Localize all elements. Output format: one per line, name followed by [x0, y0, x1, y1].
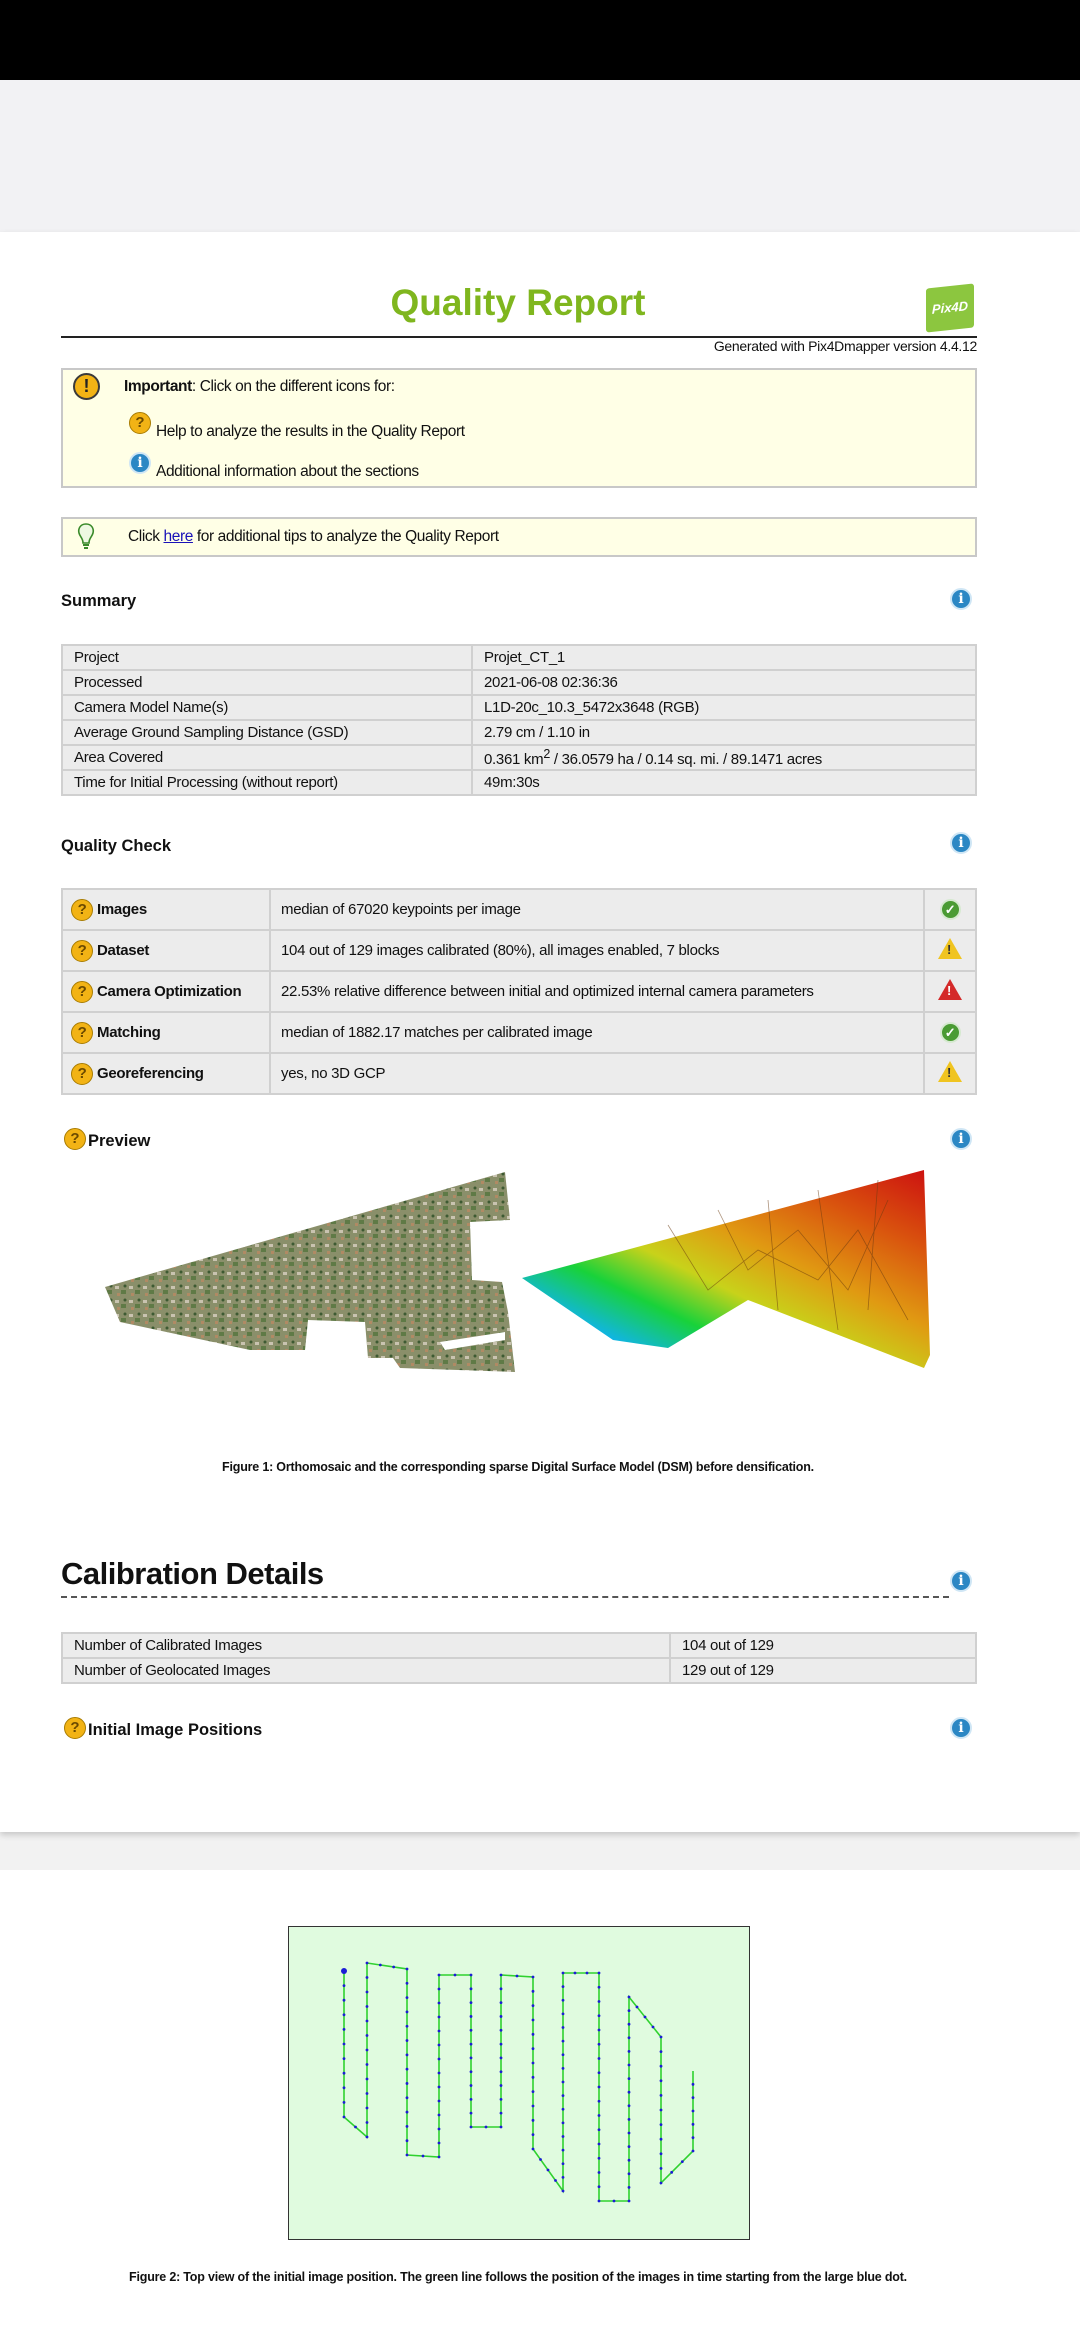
image-position-dot	[598, 1972, 601, 1975]
image-position-dot	[660, 2182, 663, 2185]
summary-label: Area Covered	[62, 745, 472, 770]
quality-check-name: Camera Optimization	[97, 982, 242, 1000]
image-position-dot	[406, 2154, 409, 2157]
image-position-dot	[660, 2079, 663, 2082]
summary-label: Processed	[62, 670, 472, 695]
quality-check-item	[62, 971, 270, 1012]
preview-info-icon[interactable]: i	[950, 1128, 972, 1150]
quality-check-name: Matching	[97, 1023, 161, 1041]
image-position-dot	[554, 2179, 557, 2182]
image-position-dot	[500, 2057, 503, 2060]
image-position-dot	[598, 2057, 601, 2060]
image-position-dot	[379, 1964, 382, 1967]
image-position-dot	[562, 2121, 565, 2124]
image-position-dot	[438, 2016, 441, 2019]
logo-text: Pix4D	[931, 298, 969, 317]
quality-check-row	[62, 930, 976, 971]
image-position-dot	[692, 2136, 695, 2139]
report-page-2	[0, 1870, 1080, 2340]
image-position-dot	[406, 2125, 409, 2128]
report-page-1	[0, 232, 1080, 1832]
info-icon[interactable]: i	[129, 452, 151, 474]
image-position-dot	[628, 2064, 631, 2067]
image-position-dot	[406, 1968, 409, 1971]
tip-text	[128, 528, 499, 546]
image-position-dot	[660, 2036, 663, 2039]
image-position-dot	[660, 2167, 663, 2170]
image-position-dot	[438, 2044, 441, 2047]
image-position-dot	[532, 2148, 535, 2151]
image-position-dot	[406, 2082, 409, 2085]
image-position-dot	[438, 2058, 441, 2061]
image-position-dot	[562, 2012, 565, 2015]
image-position-dot	[562, 2149, 565, 2152]
summary-table	[61, 644, 977, 796]
image-position-dot	[598, 2157, 601, 2160]
image-position-dot	[586, 1972, 589, 1975]
help-icon[interactable]: ?	[129, 412, 151, 434]
summary-info-icon[interactable]: i	[950, 588, 972, 610]
image-position-dot	[562, 2176, 565, 2179]
image-position-dot	[628, 2036, 631, 2039]
calibration-row	[62, 1633, 976, 1658]
summary-label: Average Ground Sampling Distance (GSD)	[62, 720, 472, 745]
important-text: : Click on the different icons for:	[191, 378, 395, 395]
image-position-dot	[532, 2033, 535, 2036]
image-position-dot	[562, 2162, 565, 2165]
system-status-bar	[0, 0, 1080, 80]
image-position-dot	[406, 2068, 409, 2071]
calibration-divider	[61, 1596, 949, 1598]
image-position-dot	[500, 2112, 503, 2115]
calibration-label: Number of Calibrated Images	[62, 1633, 670, 1658]
help-icon[interactable]: ?	[71, 981, 93, 1003]
preview-help-icon[interactable]: ?	[64, 1128, 86, 1150]
error-icon: !	[938, 979, 962, 1000]
help-icon[interactable]: ?	[71, 899, 93, 921]
image-position-dot	[343, 1999, 346, 2002]
image-position-dot	[532, 2105, 535, 2108]
image-position-dot	[366, 2078, 369, 2081]
image-position-dot	[574, 1972, 577, 1975]
image-position-dot	[406, 1982, 409, 1985]
image-position-dot	[644, 2016, 647, 2019]
image-position-dot	[422, 2155, 425, 2158]
sparse-dsm-image	[518, 1170, 930, 1370]
image-position-dot	[562, 2094, 565, 2097]
image-position-dot	[628, 2200, 631, 2203]
report-title: Quality Report	[390, 282, 646, 323]
quality-check-item	[62, 889, 270, 930]
image-position-dot	[636, 2006, 639, 2009]
image-position-dot	[532, 2047, 535, 2050]
image-position-dot	[366, 2020, 369, 2023]
image-position-dot	[470, 2084, 473, 2087]
quality-check-description: 104 out of 129 images calibrated (80%), all images enabled, 7 blocks	[270, 930, 924, 971]
quality-check-table	[61, 888, 977, 1095]
summary-value: 49m:30s	[472, 770, 976, 795]
image-position-dot	[500, 2001, 503, 2004]
help-description: Help to analyze the results in the Quality Report	[156, 423, 465, 440]
quality-check-item	[62, 930, 270, 971]
image-position-dot	[343, 2043, 346, 2046]
image-position-dot	[366, 2107, 369, 2110]
flight-path-line	[344, 1963, 693, 2201]
image-position-dot	[660, 2050, 663, 2053]
tip-after: for additional tips to analyze the Quality Report	[192, 528, 499, 545]
orthomosaic-image	[100, 1172, 530, 1372]
summary-row	[62, 770, 976, 795]
quality-check-description: yes, no 3D GCP	[270, 1053, 924, 1094]
summary-row	[62, 645, 976, 670]
quality-check-row	[62, 971, 976, 1012]
image-position-dot	[628, 2186, 631, 2189]
image-position-dot	[532, 1976, 535, 1979]
image-position-dot	[628, 2145, 631, 2148]
help-icon[interactable]: ?	[71, 1063, 93, 1085]
image-position-dot	[470, 2112, 473, 2115]
image-position-dot	[366, 2049, 369, 2052]
image-position-dot	[470, 1987, 473, 1990]
summary-label: Project	[62, 645, 472, 670]
image-position-dot	[670, 2171, 673, 2174]
image-position-dot	[500, 2084, 503, 2087]
summary-label: Time for Initial Processing (without report)	[62, 770, 472, 795]
image-position-dot	[366, 2121, 369, 2124]
quality-check-status	[924, 930, 976, 971]
image-position-dot	[628, 2132, 631, 2135]
quality-check-status	[924, 889, 976, 930]
summary-value: 2021-06-08 02:36:36	[472, 670, 976, 695]
initial-positions-help-icon[interactable]: ?	[64, 1717, 86, 1739]
image-position-dot	[438, 2156, 441, 2159]
image-position-dot	[532, 1990, 535, 1993]
important-note-box	[61, 368, 977, 488]
important-note-text	[124, 378, 395, 396]
calibration-info-icon[interactable]: i	[950, 1570, 972, 1592]
quality-check-row	[62, 889, 976, 930]
quality-check-row	[62, 1053, 976, 1094]
image-position-dot	[406, 2111, 409, 2114]
image-position-dot	[470, 2070, 473, 2073]
image-position-dot	[366, 2005, 369, 2008]
summary-value	[472, 745, 976, 770]
help-icon[interactable]: ?	[71, 940, 93, 962]
summary-value: 2.79 cm / 1.10 in	[472, 720, 976, 745]
initial-positions-heading: Initial Image Positions	[88, 1721, 263, 1739]
image-position-dot	[547, 2169, 550, 2172]
image-position-dot	[500, 2029, 503, 2032]
image-position-dot	[562, 1999, 565, 2002]
image-position-dot	[343, 2072, 346, 2075]
image-position-dot	[692, 2096, 695, 2099]
image-position-dot	[470, 2126, 473, 2129]
image-position-dot	[366, 2034, 369, 2037]
image-position-dot	[470, 2029, 473, 2032]
summary-value: L1D-20c_10.3_5472x3648 (RGB)	[472, 695, 976, 720]
image-position-dot	[454, 1974, 457, 1977]
image-position-dot	[532, 2119, 535, 2122]
image-position-dot	[500, 1987, 503, 1990]
image-position-dot	[598, 2128, 601, 2131]
image-position-dot	[406, 2053, 409, 2056]
image-position-dot	[366, 2063, 369, 2066]
image-position-dot	[343, 2086, 346, 2089]
area-unit-exponent: 2	[543, 747, 550, 761]
pix4d-logo	[926, 283, 974, 332]
quality-check-name: Images	[97, 900, 147, 918]
image-position-dot	[354, 2126, 357, 2129]
image-position-dot	[562, 2135, 565, 2138]
image-position-dot	[470, 1974, 473, 1977]
viewer-header-area	[0, 80, 1080, 232]
summary-row	[62, 745, 976, 770]
tip-before: Click	[128, 528, 164, 545]
image-position-dot	[532, 2133, 535, 2136]
image-position-dot	[598, 2114, 601, 2117]
image-position-dot	[660, 2152, 663, 2155]
preview-heading: Preview	[88, 1132, 151, 1150]
summary-row	[62, 670, 976, 695]
image-position-dot	[628, 2172, 631, 2175]
image-position-dot	[406, 2096, 409, 2099]
image-position-dot	[562, 2108, 565, 2111]
area-value: 0.361 km	[484, 751, 544, 768]
image-position-dot	[438, 2030, 441, 2033]
warning-icon: !	[938, 1061, 962, 1082]
image-position-dot	[366, 2136, 369, 2139]
image-position-dot	[438, 2100, 441, 2103]
quality-check-item	[62, 1053, 270, 1094]
image-position-dot	[628, 2091, 631, 2094]
generated-with-text: Generated with Pix4Dmapper version 4.4.12	[713, 338, 977, 354]
tip-box	[61, 517, 977, 557]
image-position-dot	[539, 2158, 542, 2161]
lightbulb-icon	[77, 523, 95, 551]
quality-check-status	[924, 1053, 976, 1094]
image-position-dot	[652, 2026, 655, 2029]
check-ok-icon: ✓	[940, 1022, 961, 1043]
quality-check-description: median of 67020 keypoints per image	[270, 889, 924, 930]
figure-2-caption: Figure 2: Top view of the initial image position. The green line follows the position of the images in time starting from the large blue dot.	[129, 2270, 907, 2284]
image-position-dot	[562, 2081, 565, 2084]
start-position-dot	[341, 1968, 347, 1974]
image-position-dot	[628, 2023, 631, 2026]
image-position-dot	[366, 1976, 369, 1979]
image-position-dot	[598, 2171, 601, 2174]
summary-row	[62, 720, 976, 745]
image-position-dot	[438, 2002, 441, 2005]
quality-check-description: 22.53% relative difference between initial and optimized internal camera parameters	[270, 971, 924, 1012]
flight-path-svg	[289, 1927, 749, 2239]
image-position-dot	[681, 2160, 684, 2163]
initial-image-positions-plot	[288, 1926, 750, 2240]
image-position-dot	[660, 2123, 663, 2126]
image-position-dot	[438, 1974, 441, 1977]
summary-heading: Summary	[61, 592, 137, 610]
image-position-dot	[485, 2126, 488, 2129]
image-position-dot	[628, 2159, 631, 2162]
image-position-dot	[366, 1962, 369, 1965]
image-position-dot	[692, 2123, 695, 2126]
image-position-dot	[562, 1972, 565, 1975]
warning-icon: !	[938, 938, 962, 959]
image-position-dot	[406, 2039, 409, 2042]
image-position-dot	[438, 1988, 441, 1991]
quality-check-name: Georeferencing	[97, 1064, 204, 1082]
image-position-dot	[660, 2065, 663, 2068]
image-position-dot	[438, 2072, 441, 2075]
image-position-dot	[532, 2004, 535, 2007]
image-position-dot	[598, 2014, 601, 2017]
tips-link[interactable]: here	[163, 528, 193, 545]
exclamation-icon: !	[73, 373, 100, 400]
calibration-label: Number of Geolocated Images	[62, 1658, 670, 1683]
image-position-dot	[562, 2053, 565, 2056]
image-position-dot	[406, 2011, 409, 2014]
image-position-dot	[598, 2143, 601, 2146]
quality-check-name: Dataset	[97, 941, 150, 959]
image-position-dot	[366, 1991, 369, 1994]
image-position-dot	[660, 2138, 663, 2141]
image-position-dot	[598, 2029, 601, 2032]
image-position-dot	[343, 2101, 346, 2104]
image-position-dot	[613, 2200, 616, 2203]
image-position-dot	[532, 2090, 535, 2093]
calibration-value: 104 out of 129	[670, 1633, 976, 1658]
image-position-dot	[660, 2094, 663, 2097]
image-position-dot	[532, 2062, 535, 2065]
image-position-dot	[343, 2057, 346, 2060]
image-position-dot	[438, 2128, 441, 2131]
figure-1-caption: Figure 1: Orthomosaic and the corresponding sparse Digital Surface Model (DSM) before densification.	[222, 1460, 814, 1474]
image-position-dot	[598, 2043, 601, 2046]
quality-check-info-icon[interactable]: i	[950, 832, 972, 854]
image-position-dot	[500, 2126, 503, 2129]
important-label: Important	[124, 378, 192, 395]
image-position-dot	[392, 1966, 395, 1969]
image-position-dot	[562, 2067, 565, 2070]
image-position-dot	[366, 2092, 369, 2095]
image-position-dot	[470, 2043, 473, 2046]
image-position-dot	[628, 2077, 631, 2080]
image-position-dot	[343, 2116, 346, 2119]
image-position-dot	[438, 2086, 441, 2089]
image-position-dot	[692, 2083, 695, 2086]
image-position-dot	[562, 1985, 565, 1988]
image-position-dot	[406, 2025, 409, 2028]
calibration-row	[62, 1658, 976, 1683]
quality-check-status	[924, 1012, 976, 1053]
image-position-dot	[343, 1984, 346, 1987]
image-position-dot	[628, 2118, 631, 2121]
image-position-dot	[628, 2009, 631, 2012]
image-position-dot	[500, 2070, 503, 2073]
image-position-dot	[532, 2019, 535, 2022]
image-position-dot	[438, 2142, 441, 2145]
quality-check-item	[62, 1012, 270, 1053]
image-position-dot	[562, 2026, 565, 2029]
area-conversions: / 36.0579 ha / 0.14 sq. mi. / 89.1471 acres	[549, 751, 822, 768]
image-position-dot	[470, 2098, 473, 2101]
image-position-dot	[628, 2104, 631, 2107]
image-position-dot	[532, 2076, 535, 2079]
calibration-table	[61, 1632, 977, 1684]
calibration-details-heading: Calibration Details	[61, 1556, 324, 1591]
image-position-dot	[470, 2015, 473, 2018]
image-position-dot	[562, 2190, 565, 2193]
image-position-dot	[406, 1996, 409, 1999]
quality-check-row	[62, 1012, 976, 1053]
summary-value: Projet_CT_1	[472, 645, 976, 670]
image-position-dot	[500, 2098, 503, 2101]
image-position-dot	[598, 2086, 601, 2089]
summary-row	[62, 695, 976, 720]
image-position-dot	[470, 2057, 473, 2060]
image-position-dot	[470, 2001, 473, 2004]
summary-label: Camera Model Name(s)	[62, 695, 472, 720]
quality-check-heading: Quality Check	[61, 837, 172, 855]
quality-check-description: median of 1882.17 matches per calibrated image	[270, 1012, 924, 1053]
calibration-value: 129 out of 129	[670, 1658, 976, 1683]
image-position-dot	[598, 2200, 601, 2203]
info-description: Additional information about the sections	[156, 463, 419, 480]
image-position-dot	[562, 2040, 565, 2043]
image-position-dot	[343, 2013, 346, 2016]
image-position-dot	[516, 1975, 519, 1978]
image-position-dot	[500, 2015, 503, 2018]
image-position-dot	[598, 1986, 601, 1989]
image-position-dot	[692, 2110, 695, 2113]
image-position-dot	[343, 2028, 346, 2031]
image-position-dot	[406, 2139, 409, 2142]
help-icon[interactable]: ?	[71, 1022, 93, 1044]
quality-check-status	[924, 971, 976, 1012]
image-position-dot	[628, 1996, 631, 1999]
image-position-dot	[500, 1974, 503, 1977]
image-position-dot	[598, 2185, 601, 2188]
image-position-dot	[598, 2000, 601, 2003]
image-position-dot	[598, 2071, 601, 2074]
check-ok-icon: ✓	[940, 899, 961, 920]
image-position-dot	[598, 2100, 601, 2103]
image-position-dot	[628, 2050, 631, 2053]
image-position-dot	[438, 2114, 441, 2117]
image-position-dot	[660, 2109, 663, 2112]
initial-positions-info-icon[interactable]: i	[950, 1717, 972, 1739]
image-position-dot	[692, 2150, 695, 2153]
image-position-dot	[500, 2043, 503, 2046]
